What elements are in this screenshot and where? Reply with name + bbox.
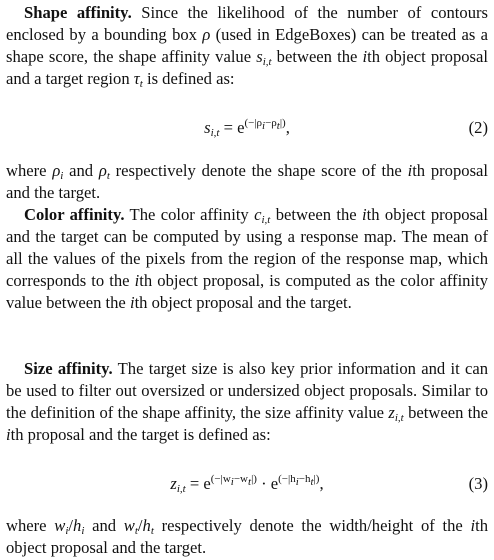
tau-subscript: t	[139, 78, 143, 91]
s-symbol: s	[256, 47, 263, 67]
shape-text-3: between the	[271, 47, 363, 67]
shape-text-4: th object proposal and a target region	[6, 47, 488, 89]
size-affinity-heading: Size affinity.	[24, 359, 113, 378]
size-affinity-paragraph: Size affinity. The target size is also key prior information and it can be used to filter out oversized or undersized object proposals. Similar to the definition of the shape affinity, the size affinity value $z_{i,t}$ between the ith proposal and the target is defined as:	[6, 359, 489, 445]
equation-2	[6, 117, 488, 147]
shape-text-1: Since the likelihood of the number of contours enclosed by a bounding box	[6, 3, 488, 45]
tau-symbol: τ	[133, 69, 140, 89]
color-affinity-paragraph: Color affinity. The color affinity $c_{i,t}$ between the ith object proposal and the target can be computed by using a response map. The mean of all the values of the pixels from the region of the response map, which corresponds to the ith object proposal, is computed as the color affinity value between the ith object proposal and the target.	[6, 205, 488, 313]
rho-symbol: ρ	[202, 25, 211, 45]
color-affinity-heading: Color affinity.	[24, 205, 125, 224]
shape-affinity-heading: Shape affinity.	[24, 3, 132, 22]
shape-after-paragraph: where $\rho_i$ and $\rho_t$ respectively denote the shape score of the ith proposal and the target.	[6, 161, 489, 203]
shape-text-5: is defined as:	[142, 69, 235, 89]
s-subscript: i,t	[262, 56, 272, 69]
equation-3-number: (3)	[468, 474, 488, 493]
size-after-paragraph: where $w_i/h_i$ and $w_t/h_t$ respectively denote the width/height of the ith object proposal and the target.	[6, 516, 489, 558]
equation-3-body: $z_{i,t} = e^{(-|w_i-w_t|)} \cdot e^{(-|h_i-h_t|)}$,	[170, 473, 324, 495]
shape-text-2: (used in EdgeBoxes) can be treated as a shape score, the shape affinity value	[6, 25, 488, 67]
equation-2-number: (2)	[468, 118, 488, 137]
equation-3	[6, 473, 488, 503]
i-symbol: i	[362, 47, 368, 67]
shape-affinity-paragraph	[6, 2, 488, 90]
equation-2-body: $s_{i,t} = e^{(-|\rho_i-\rho_t|)}$,	[204, 117, 290, 139]
